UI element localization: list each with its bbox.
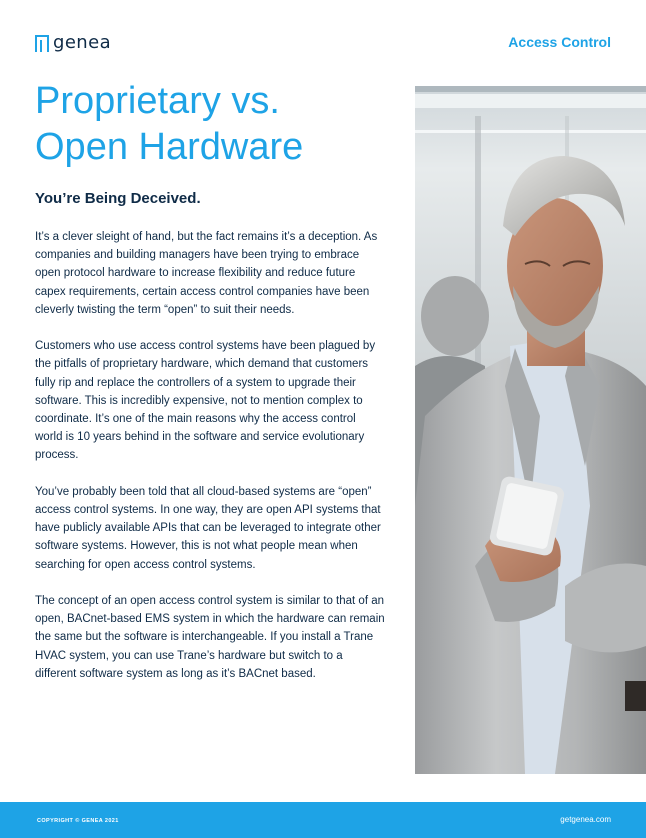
man-using-phone-photo: [415, 86, 646, 774]
subtitle: You’re Being Deceived.: [35, 190, 201, 207]
paragraph: The concept of an open access control system is similar to that of an open, BACnet-based EMS system in which the hardware can remain the same but the software is interchangeable. If you install a Trane HVAC system, you can use Trane’s hardware but switch to a different software system as long as it’s BACnet based.: [35, 595, 385, 680]
footer-url[interactable]: getgenea.com: [560, 815, 611, 824]
brand-name: genea: [53, 32, 112, 53]
page-title: [35, 78, 395, 170]
footer-copyright: COPYRIGHT © GENEA 2021: [37, 818, 119, 824]
genea-logo: [35, 34, 111, 52]
paragraph: Customers who use access control systems have been plagued by the pitfalls of proprietary hardware, which demand that customers fully rip and replace the controllers of a system to upgrade their software. This is incredibly expensive, not to mention complex to coordinate. It’s one of the main reasons why the access control world is 10 years behind in the software and service evolutionary process.: [35, 340, 376, 462]
paragraph: You’ve probably been told that all cloud-based systems are “open” access control systems. In one way, they are open API systems that have publicly available APIs that can be leveraged to integrate other software systems. However, this is not what people mean when searching for open access control systems.: [35, 485, 381, 571]
title-line-2: Open Hardware: [35, 126, 304, 168]
paragraph: It’s a clever sleight of hand, but the fact remains it’s a deception. As companies and building managers have been trying to embrace open protocol hardware to increase flexibility and reduce future capex requirements, certain access control companies have been cleverly twisting the term “open” to suit their needs.: [35, 231, 378, 316]
genea-logo-icon: [35, 35, 49, 52]
article-body: [35, 228, 385, 701]
title-line-1: Proprietary vs.: [35, 80, 280, 122]
section-label: Access Control: [508, 34, 611, 50]
footer: [0, 802, 646, 838]
